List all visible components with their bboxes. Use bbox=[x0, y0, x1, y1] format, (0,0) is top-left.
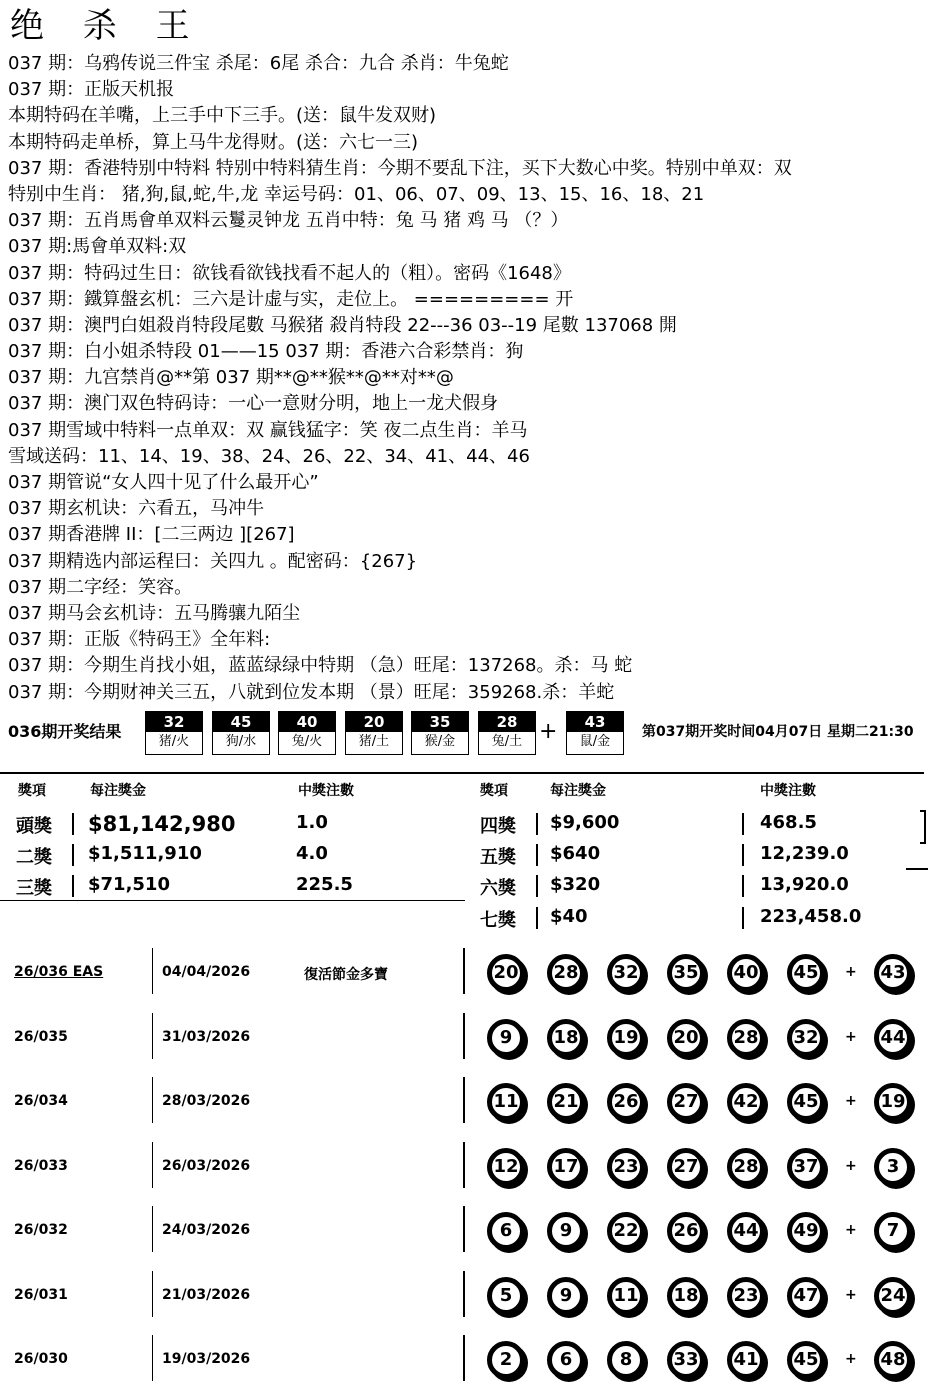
divider bbox=[742, 907, 744, 929]
number-ball: 33 bbox=[667, 1341, 705, 1379]
prize-amount: $320 bbox=[550, 874, 601, 895]
number-ball: 23 bbox=[727, 1277, 765, 1315]
special-zodiac: 鼠/金 bbox=[579, 734, 611, 749]
divider bbox=[463, 948, 465, 994]
special-ball: 44 bbox=[874, 1019, 912, 1057]
plus-sign: + bbox=[845, 1286, 857, 1303]
text-line: 037 期：乌鸦传说三件宝 杀尾：6尾 杀合：九合 杀肖：牛兔蛇 bbox=[8, 53, 509, 74]
history-row bbox=[0, 1325, 934, 1389]
draw-zodiac: 狗/水 bbox=[225, 734, 257, 749]
draw-zodiac: 猴/金 bbox=[424, 734, 456, 749]
draw-period: 26/031 bbox=[14, 1286, 68, 1303]
draw-number: 32 bbox=[146, 712, 202, 732]
header-amount: 每注獎金 bbox=[550, 783, 606, 799]
divider bbox=[152, 1013, 153, 1059]
divider bbox=[463, 1271, 465, 1317]
divider bbox=[463, 1013, 465, 1059]
special-number: 43 bbox=[567, 712, 623, 732]
divider bbox=[152, 948, 153, 994]
divider bbox=[463, 1077, 465, 1123]
plus-sign: + bbox=[845, 964, 857, 980]
divider bbox=[742, 813, 744, 835]
bracket bbox=[920, 810, 926, 844]
special-draw-box bbox=[566, 711, 624, 755]
draw-date: 31/03/2026 bbox=[162, 1028, 251, 1045]
number-ball: 11 bbox=[607, 1277, 645, 1315]
number-ball: 42 bbox=[727, 1083, 765, 1121]
number-ball: 20 bbox=[487, 954, 525, 992]
number-ball: 17 bbox=[547, 1148, 585, 1186]
divider bbox=[152, 1271, 153, 1317]
number-ball: 49 bbox=[787, 1212, 825, 1250]
text-line: 037 期香港牌 II：[二三两边 ][267] bbox=[8, 524, 295, 546]
divider bbox=[152, 1206, 153, 1252]
result-plus: + bbox=[539, 719, 558, 744]
plus-sign: + bbox=[845, 1093, 857, 1109]
number-ball: 45 bbox=[787, 954, 825, 992]
draw-zodiac: 猪/火 bbox=[158, 734, 190, 749]
number-ball: 45 bbox=[787, 1083, 825, 1121]
draw-box bbox=[145, 711, 203, 755]
number-ball: 20 bbox=[667, 1019, 705, 1057]
number-ball: 11 bbox=[487, 1083, 525, 1121]
draw-period: 26/030 bbox=[14, 1351, 68, 1367]
text-line: 037 期：澳門白姐殺肖特段尾數 马猴猪 殺肖特段 22---36 03--19 尾數 137068 開 bbox=[8, 314, 677, 336]
divider bbox=[152, 1077, 153, 1123]
number-ball: 35 bbox=[667, 954, 705, 992]
divider bbox=[152, 1142, 153, 1188]
draw-date: 28/03/2026 bbox=[162, 1093, 251, 1109]
prize-name: 頭獎 bbox=[16, 816, 52, 837]
draw-date: 21/03/2026 bbox=[162, 1286, 251, 1303]
number-ball: 27 bbox=[667, 1083, 705, 1121]
draw-box bbox=[345, 711, 403, 755]
divider bbox=[463, 1142, 465, 1188]
number-ball: 28 bbox=[547, 954, 585, 992]
text-line: 037 期：澳门双色特码诗：一心一意财分明，地上一龙犬假身 bbox=[8, 393, 499, 415]
prize-count: 225.5 bbox=[296, 874, 353, 895]
prize-name: 三獎 bbox=[16, 878, 52, 899]
draw-date: 19/03/2026 bbox=[162, 1351, 251, 1367]
number-ball: 28 bbox=[727, 1148, 765, 1186]
history-row bbox=[0, 1132, 934, 1196]
prize-count: 1.0 bbox=[296, 812, 328, 833]
number-ball: 9 bbox=[547, 1212, 585, 1250]
history-row bbox=[0, 1196, 934, 1260]
draw-box bbox=[212, 711, 270, 755]
text-line: 037 期二字经：笑容。 bbox=[8, 576, 193, 598]
number-ball: 18 bbox=[547, 1019, 585, 1057]
text-line: 雪域送码：11、14、19、38、24、26、22、34、41、44、46 bbox=[8, 445, 530, 467]
plus-sign: + bbox=[845, 1157, 857, 1174]
text-line: 037 期：鐵算盤玄机：三六是计虚与实，走位上。 ========= 开 bbox=[8, 288, 574, 310]
text-line: 037 期：正版《特码王》全年料: bbox=[8, 629, 271, 651]
history-row bbox=[0, 1003, 934, 1067]
result-strip bbox=[6, 709, 932, 757]
draw-period: 26/036 EAS bbox=[14, 964, 104, 980]
text-line: 本期特码在羊嘴，上三手中下三手。(送：鼠牛发双财) bbox=[8, 105, 437, 127]
number-ball: 45 bbox=[787, 1341, 825, 1379]
number-ball: 6 bbox=[487, 1212, 525, 1250]
prize-count: 12,239.0 bbox=[760, 843, 849, 864]
prize-amount: $1,511,910 bbox=[88, 843, 202, 864]
number-ball: 22 bbox=[607, 1212, 645, 1250]
next-draw-time: 第037期开奖时间04月07日 星期二21:30 bbox=[642, 724, 914, 740]
header-item: 獎項 bbox=[18, 783, 46, 799]
history-row bbox=[0, 1261, 934, 1325]
number-ball: 12 bbox=[487, 1148, 525, 1186]
plus-sign: + bbox=[845, 1351, 857, 1367]
text-line: 037 期：五肖馬會单双料云鬘灵钟龙 五肖中特：兔 马 猪 鸡 马 （？） bbox=[8, 210, 569, 232]
text-line: 037 期：香港特别中特料 特别中特料猜生肖：今期不要乱下注，买下大数心中奖。特别中单双：双 bbox=[8, 157, 792, 179]
draw-number: 45 bbox=[213, 712, 269, 732]
special-ball: 43 bbox=[874, 954, 912, 992]
divider bbox=[536, 875, 538, 897]
divider bbox=[72, 813, 74, 835]
plus-sign: + bbox=[845, 1222, 857, 1238]
draw-box bbox=[278, 711, 336, 755]
draw-number: 40 bbox=[279, 712, 335, 732]
divider bbox=[152, 1335, 153, 1381]
special-ball: 24 bbox=[874, 1277, 912, 1315]
draw-zodiac: 猪/土 bbox=[358, 734, 390, 749]
text-line: 037 期：白小姐杀特段 01——15 037 期：香港六合彩禁肖：狗 bbox=[8, 341, 524, 363]
draw-number: 28 bbox=[479, 712, 535, 732]
divider bbox=[742, 875, 744, 897]
history-row bbox=[0, 1067, 934, 1131]
number-ball: 19 bbox=[607, 1019, 645, 1057]
draw-zodiac: 兔/火 bbox=[291, 734, 323, 749]
text-line: 037 期:馬會单双料:双 bbox=[8, 236, 187, 258]
text-line: 037 期：今期生肖找小姐，蓝蓝绿绿中特期 （急）旺尾：137268。杀：马 蛇 bbox=[8, 655, 633, 677]
header-amount: 每注獎金 bbox=[90, 783, 146, 799]
special-ball: 7 bbox=[874, 1212, 912, 1250]
draw-period: 26/033 bbox=[14, 1157, 68, 1174]
number-ball: 32 bbox=[607, 954, 645, 992]
prize-name: 六獎 bbox=[480, 878, 516, 899]
prize-name: 七獎 bbox=[480, 910, 516, 931]
number-ball: 27 bbox=[667, 1148, 705, 1186]
draw-box bbox=[411, 711, 469, 755]
divider bbox=[463, 1335, 465, 1381]
text-line: 037 期马会玄机诗：五马腾骧九陌尘 bbox=[8, 602, 301, 624]
draw-box bbox=[478, 711, 536, 755]
draw-period: 26/035 bbox=[14, 1028, 68, 1045]
header-count: 中獎注數 bbox=[760, 783, 816, 799]
prize-count: 468.5 bbox=[760, 812, 817, 833]
special-ball: 19 bbox=[874, 1083, 912, 1121]
text-line: 037 期玄机诀：六看五，马冲牛 bbox=[8, 498, 265, 520]
draw-note: 復活節金多寶 bbox=[304, 967, 388, 983]
text-line: 特别中生肖： 猪,狗,鼠,蛇,牛,龙 幸运号码：01、06、07、09、13、15、16、18、21 bbox=[8, 183, 705, 205]
prize-amount: $81,142,980 bbox=[88, 812, 236, 836]
draw-period: 26/034 bbox=[14, 1093, 68, 1109]
text-line: 037 期：九宫禁肖@**第 037 期**@**猴**@**对**@ bbox=[8, 367, 454, 389]
number-ball: 32 bbox=[787, 1019, 825, 1057]
number-ball: 9 bbox=[547, 1277, 585, 1315]
page-title: 绝 杀 王 bbox=[10, 6, 204, 46]
number-ball: 37 bbox=[787, 1148, 825, 1186]
prediction-lines bbox=[8, 51, 928, 706]
prize-count: 4.0 bbox=[296, 843, 328, 864]
prize-amount: $40 bbox=[550, 906, 588, 927]
result-strip-label: 036期开奖结果 bbox=[8, 722, 122, 741]
number-ball: 6 bbox=[547, 1341, 585, 1379]
number-ball: 28 bbox=[727, 1019, 765, 1057]
divider bbox=[536, 907, 538, 929]
divider bbox=[0, 900, 465, 901]
prize-amount: $9,600 bbox=[550, 812, 620, 833]
prize-table bbox=[0, 772, 934, 932]
draw-date: 04/04/2026 bbox=[162, 964, 251, 980]
number-ball: 26 bbox=[667, 1212, 705, 1250]
prize-name: 五獎 bbox=[480, 847, 516, 868]
draw-date: 26/03/2026 bbox=[162, 1157, 251, 1174]
divider bbox=[742, 844, 744, 866]
number-ball: 40 bbox=[727, 954, 765, 992]
divider bbox=[463, 1206, 465, 1252]
number-ball: 9 bbox=[487, 1019, 525, 1057]
divider bbox=[536, 813, 538, 835]
text-line: 037 期：正版天机报 bbox=[8, 79, 175, 101]
number-ball: 26 bbox=[607, 1083, 645, 1121]
prize-count: 13,920.0 bbox=[760, 874, 849, 895]
divider bbox=[536, 844, 538, 866]
header-count: 中獎注數 bbox=[298, 783, 354, 799]
text-line: 037 期雪域中特料一点单双：双 赢钱猛字：笑 夜二点生肖：羊马 bbox=[8, 419, 528, 441]
number-ball: 2 bbox=[487, 1341, 525, 1379]
prize-name: 二獎 bbox=[16, 847, 52, 868]
prize-count: 223,458.0 bbox=[760, 906, 862, 927]
prize-name: 四獎 bbox=[480, 816, 516, 837]
header-item: 獎項 bbox=[480, 783, 508, 799]
special-ball: 3 bbox=[874, 1148, 912, 1186]
text-line: 037 期精选内部运程曰：关四九 。配密码：{267} bbox=[8, 550, 418, 572]
divider bbox=[906, 868, 928, 870]
number-ball: 44 bbox=[727, 1212, 765, 1250]
number-ball: 47 bbox=[787, 1277, 825, 1315]
text-line: 037 期：今期财神关三五，八就到位发本期 （景）旺尾：359268.杀：羊蛇 bbox=[8, 681, 615, 703]
text-line: 037 期：特码过生日：欲钱看欲钱找看不起人的（粗）。密码《1648》 bbox=[8, 262, 571, 284]
plus-sign: + bbox=[845, 1028, 857, 1045]
draw-date: 24/03/2026 bbox=[162, 1222, 251, 1238]
number-ball: 8 bbox=[607, 1341, 645, 1379]
divider bbox=[72, 875, 74, 897]
draw-number: 20 bbox=[346, 712, 402, 732]
number-ball: 18 bbox=[667, 1277, 705, 1315]
draw-period: 26/032 bbox=[14, 1222, 68, 1238]
number-ball: 41 bbox=[727, 1341, 765, 1379]
prize-amount: $640 bbox=[550, 843, 601, 864]
history-row bbox=[0, 938, 934, 1002]
number-ball: 23 bbox=[607, 1148, 645, 1186]
divider bbox=[72, 844, 74, 866]
prize-amount: $71,510 bbox=[88, 874, 170, 895]
text-line: 本期特码走单桥，算上马牛龙得财。(送：六七一三) bbox=[8, 131, 419, 153]
number-ball: 5 bbox=[487, 1277, 525, 1315]
number-ball: 21 bbox=[547, 1083, 585, 1121]
special-ball: 48 bbox=[874, 1341, 912, 1379]
draw-number: 35 bbox=[412, 712, 468, 732]
draw-zodiac: 兔/土 bbox=[491, 734, 523, 749]
text-line: 037 期管说“女人四十见了什么最开心” bbox=[8, 472, 319, 493]
